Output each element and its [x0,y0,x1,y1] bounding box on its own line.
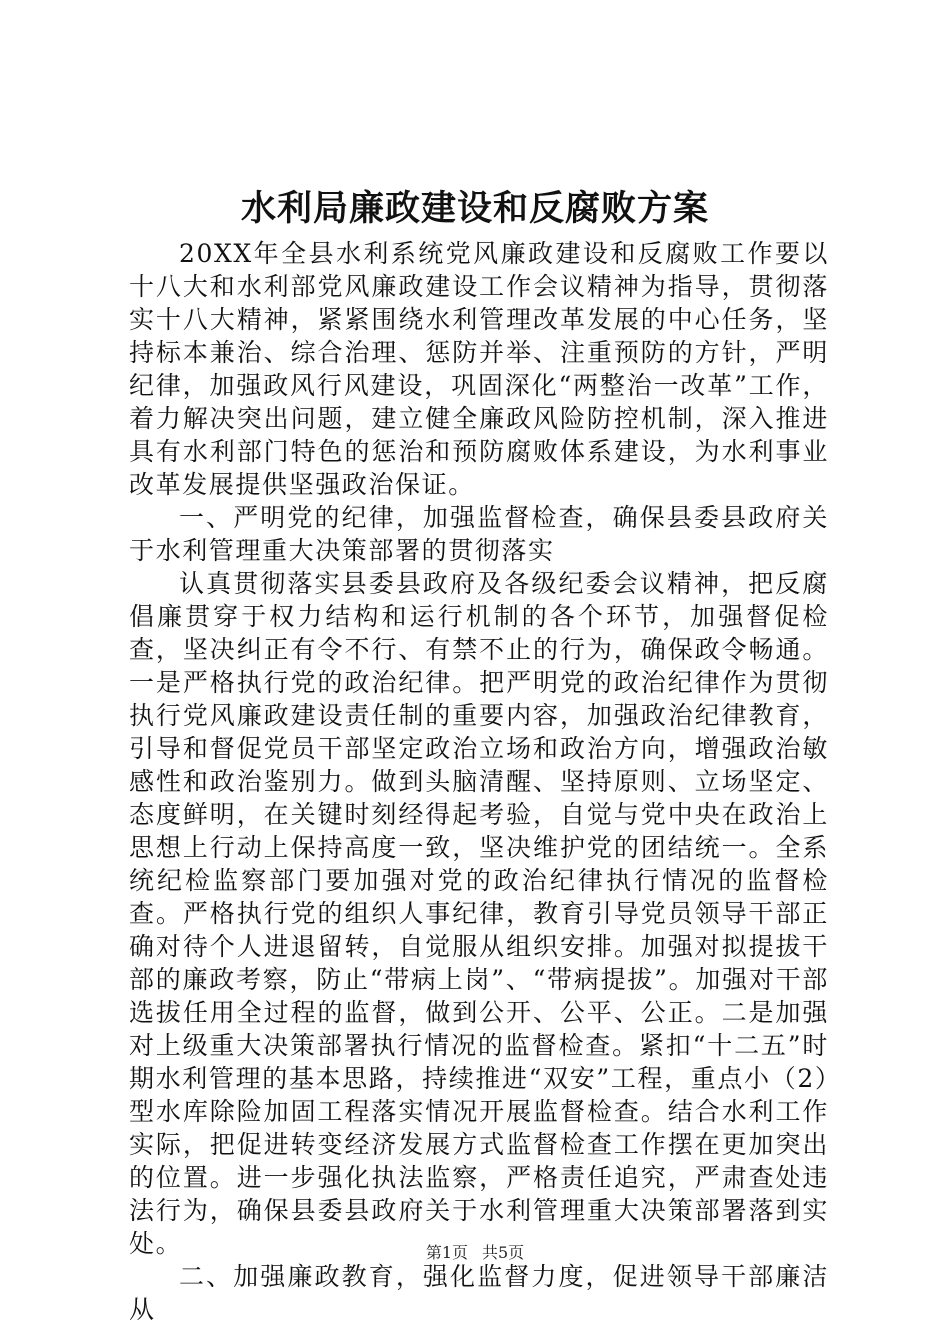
page-total: 共5页 [482,1243,525,1262]
paragraph-intro: 20XX年全县水利系统党风廉政建设和反腐败工作要以十八大和水利部党风廉政建设工作会议精神为指导，贯彻落实十八大精神，紧紧围绕水利管理改革发展的中心任务，坚持标本兼治、综合治理、惩防并举、注重预防的方针，严明纪律，加强政风行风建设，巩固深化“两整治一改革”工作，着力解决突出问题，建立健全廉政风险防控机制，深入推进具有水利部门特色的惩治和预防腐败体系建设，为水利事业改革发展提供坚强政治保证。 [129,239,829,499]
paragraph-section-2-heading: 二、加强廉政教育，强化监督力度，促进领导干部廉洁从 [129,1262,829,1324]
document-body [129,237,829,1326]
document-title: 水利局廉政建设和反腐败方案 [240,188,709,229]
paragraph-section-1-heading: 一、严明党的纪律，加强监督检查，确保县委县政府关于水利管理重大决策部署的贯彻落实 [129,503,829,565]
page-footer [0,1242,950,1264]
paragraph-section-1-body: 认真贯彻落实县委县政府及各级纪委会议精神，把反腐倡廉贯穿于权力结构和运行机制的各个环节，加强督促检查，坚决纠正有令不行、有禁不止的行为，确保政令畅通。一是严格执行党的政治纪律。把严明党的政治纪律作为贯彻执行党风廉政建设责任制的重要内容，加强政治纪律教育，引导和督促党员干部坚定政治立场和政治方向，增强政治敏感性和政治鉴别力。做到头脑清醒、坚持原则、立场坚定、态度鲜明，在关键时刻经得起考验，自觉与党中央在政治上思想上行动上保持高度一致，坚决维护党的团结统一。全系统纪检监察部门要加强对党的政治纪律执行情况的监督检查。严格执行党的组织人事纪律，教育引导党员领导干部正确对待个人进退留转，自觉服从组织安排。加强对拟提拔干部的廉政考察，防止“带病上岗”、“带病提拔”。加强对干部选拔任用全过程的监督，做到公开、公平、公正。二是加强对上级重大决策部署执行情况的监督检查。紧扣“十二五”时期水利管理的基本思路，持续推进“双安”工程，重点小（2）型水库除险加固工程落实情况开展监督检查。结合水利工作实际，把促进转变经济发展方式监督检查工作摆在更加突出的位置。进一步强化执法监察，严格责任追究，严肃查处违法行为，确保县委县政府关于水利管理重大决策部署落到实处。 [129,569,829,1258]
page-number: 第1页 [425,1243,468,1262]
